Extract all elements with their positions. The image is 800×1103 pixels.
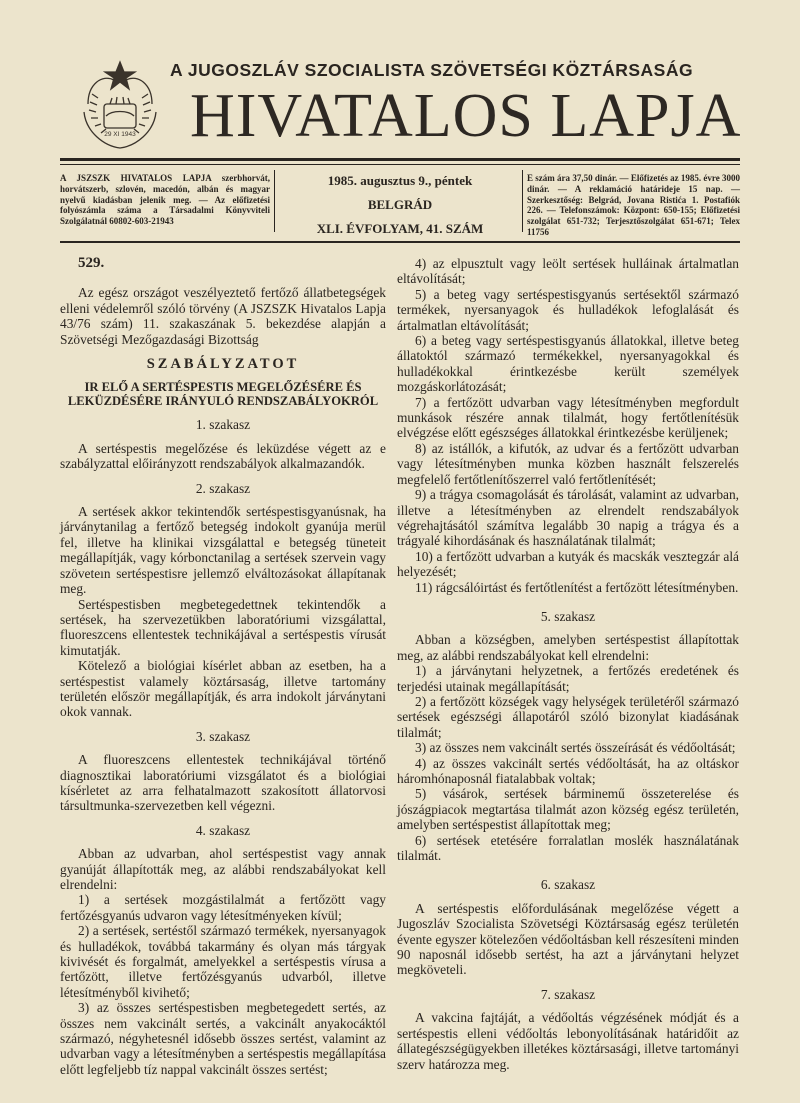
list-item: 10) a fertőzött udvarban a kutyák és macskák vesztegzár alá helyezését; bbox=[397, 548, 739, 580]
section-heading: 6. szakasz bbox=[540, 877, 596, 893]
intro-paragraph: Az egész országot veszélyeztető fertőző állatbetegségek elleni védelemről szóló törvény (A JSZSZK Hivatalos Lapja 43/76 szám) 11. szakaszának 5. bekezdése alapján a Szövetségi Mezőgazdasági Bizottság bbox=[60, 285, 386, 347]
list-item: 2) a sertések, sertéstől származó termékek, nyersanyagok és hulladékok, továbbá takarmány és olyan más tárgyak kivivését és forgalmát, amelyekkel a sertéspestis vírusa a fertőzött, illetve fertőzésgyanús udvarból, illetve létesítményből kivihető; bbox=[60, 923, 386, 1000]
coat-of-arms-icon bbox=[74, 54, 166, 154]
issue-place: BELGRÁD bbox=[367, 197, 433, 212]
publisher-supertitle: A JUGOSZLÁV SZOCIALISTA SZÖVETSÉGI KÖZTÁRSASÁG bbox=[170, 60, 694, 80]
issue-volume: XLI. ÉVFOLYAM, 41. SZÁM bbox=[316, 221, 484, 236]
section-heading: 5. szakasz bbox=[540, 608, 596, 624]
list-item: 5) vásárok, sertések bárminemű összeterelése és jószágpiacok megtartása tilalmát azon község egész területén, amelyben sertéspestist állapítottak meg; bbox=[397, 786, 739, 833]
issue-date: 1985. augusztus 9., péntek bbox=[327, 173, 473, 188]
list-item: 1) a járványtani helyzetnek, a fertőzés eredetének és terjedési utainak megállapítását; bbox=[397, 663, 739, 694]
right-column bbox=[397, 256, 739, 1072]
header-issue-info bbox=[280, 173, 520, 242]
section-heading: 1. szakasz bbox=[195, 417, 251, 433]
paragraph: Abban a községben, amelyben sertéspestist állapítottak meg, az alábbi rendszabályokat kell elrendelni: bbox=[397, 632, 739, 663]
section-heading: 4. szakasz bbox=[195, 822, 251, 838]
list-item: 6) a beteg vagy sertéspestisgyanús állatokkal, illetve beteg állatoktól származó termékekkel, nyersanyagokkal és hulladékokkal érintkezésbe került személyek mozgáskorlátozását; bbox=[397, 333, 739, 395]
list-item: 1) a sertések mozgástilalmát a fertőzött vagy fertőzésgyanús udvaron vagy létesítményeken kívül; bbox=[60, 892, 386, 923]
left-column bbox=[60, 256, 386, 1077]
paragraph: Abban az udvarban, ahol sertéspestist vagy annak gyanúját állapították meg, az alábbi rendszabályokat kell elrendelni: bbox=[60, 846, 386, 892]
list-item: 6) sertések etetésére forralatlan moslék használatának tilalmát. bbox=[397, 832, 739, 864]
section-heading: 2. szakasz bbox=[195, 480, 251, 496]
masthead-rule-thick bbox=[60, 158, 740, 161]
masthead-rule-thin bbox=[60, 164, 740, 165]
list-item: 8) az istállók, a kifutók, az udvar és a fertőzött udvarban vagy létesítményben munka közben használt felszerelés megfelelő fertőtlenítőszerrel való fertőtlenítését; bbox=[397, 440, 739, 487]
paragraph: A sertéspestis megelőzése és leküzdése végett az e szabályzattal előirányzott rendszabályok alkalmazandók. bbox=[60, 440, 386, 472]
document-title: SZABÁLYZATOT bbox=[146, 356, 300, 373]
list-item: 7) a fertőzött udvarban vagy létesítményben megfordult munkások részére annak tilalmát, hogy fertőtlenítésük elvégzése előtt egészséges állatokkal érintkezésbe kerüljenek; bbox=[397, 394, 739, 441]
list-item: 9) a trágya csomagolását és tárolását, valamint az udvarban, illetve a létesítményben az elrendelt rendszabályok végrehajtásától számítva legalább 30 napig a trágya és a trágyalé kihordásának és használatának tilalmát; bbox=[397, 487, 739, 549]
list-item: 3) az összes nem vakcinált sertés összeírását és védőoltását; bbox=[415, 740, 736, 756]
header-right-info: E szám ára 37,50 dinár. — Előfizetés az 1985. évre 3000 dinár. — A reklamáció határideje 15 nap. — Szerkesztőség: Belgrád, Jovana Ristića 1. Postafiók 226. — Telefonszámok: Központ: 650-155; Előfizetési szolgálat 651-732; Terjesztőszolgálat 651-671; Telex 11756 bbox=[527, 173, 740, 237]
section-heading: 7. szakasz bbox=[540, 986, 596, 1002]
header-left-info: A JSZSZK HIVATALOS LAPJA szerbhorvát, horvátszerb, szlovén, macedón, albán és magyar nyelvű kiadásban jelenik meg. — Az előfizetési folyószámla száma a Társadalmi Könyvviteli Szolgálatnál 60802-603-21943 bbox=[60, 173, 270, 227]
list-item: 4) az összes vakcinált sertés védőoltását, ha az oltáskor háromhónaposnál fiatalabbak voltak; bbox=[397, 755, 739, 786]
list-item: 3) az összes sertéspestisben megbetegedett sertés, az összes nem vakcinált sertés, a vakcinált anyakocáktól származó, négyhetesnél idősebb összes sertést, valamint az udvarban vagy a létesítményben a sertéspestis megállapítása előtt legfeljebb tíz nappal vakcinált összes sertést; bbox=[60, 1000, 386, 1077]
header-divider-left bbox=[274, 170, 275, 232]
paragraph: A sertések akkor tekintendők sertéspestisgyanúsnak, ha járványtanilag a fertőző betegség indokolt gyanúja merül fel, illetve ha klinikai vizsgálattal e betegség tüneteit megállapítják, vagy kórbonctanilag a sertések szervein vagy szöveteın sertéspestisre jellemző elváltozásokat állapítanak meg. bbox=[60, 504, 386, 597]
list-item: 2) a fertőzött községek vagy helységek területéről származó sertések egészségi állapotáról szóló bizonylat kiadásának tilalmát; bbox=[397, 693, 739, 740]
list-item: 11) rágcsálóirtást és fertőtlenítést a fertőzött létesítményben. bbox=[415, 579, 739, 595]
list-item: 5) a beteg vagy sertéspestisgyanús sertésektől származó termékek, nyersanyagok és hulladékok lefoglalását és ártalmatlan eltávolítását; bbox=[397, 286, 739, 333]
paragraph: Kötelező a biológiai kísérlet abban az esetben, ha a sertéspestist valamely köztársaság, illetve tartomány területén először megállapítják, és arra indokolt járványtani okok vannak. bbox=[60, 658, 386, 720]
paragraph: A vakcina fajtáját, a védőoltás végzésének módját és a sertéspestis elleni védőoltás lebonyolításának határidőit az állategészségügyekben illetékes köztársasági, illetve tartományi szerv határozza meg. bbox=[397, 1010, 739, 1072]
section-heading: 3. szakasz bbox=[195, 728, 251, 744]
emblem-date-text: 29 XI 1943 bbox=[104, 131, 136, 138]
paragraph: A fluoreszcens ellentestek technikájával történő diagnosztikai laboratóriumi vizsgálatot és a biológiai kísérletet az arra felhatalmazott szakosított állatorvosi társultmunka-szervezetben kell végezni. bbox=[60, 752, 386, 814]
paragraph: Sertéspestisben megbetegedettnek tekintendők a sertések, ha szervezetükben laboratóriumi vizsgálattal, fluoreszcens ellentestek technikájával a sertéspestis vírusát kimutatják. bbox=[60, 596, 386, 658]
gazette-title: HIVATALOS LAPJA bbox=[190, 82, 742, 150]
list-item: 4) az elpusztult vagy leölt sertések hulláinak ártalmatlan eltávolítását; bbox=[397, 256, 739, 287]
document-subtitle: IR ELŐ A SERTÉSPESTIS MEGELŐZÉSÉRE ÉS LEKÜZDÉSÉRE IRÁNYULÓ RENDSZABÁLYOKRÓL bbox=[67, 380, 379, 409]
header-divider-right bbox=[522, 170, 523, 232]
paragraph: A sertéspestis előfordulásának megelőzése végett a Jugoszláv Szocialista Szövetségi Köztársaság egész területén évente egyszer kötelezően védőoltásban kell részesíteni minden 90 naposnál idősebb sertést, ha azt a járványtani helyzet megköveteli. bbox=[397, 900, 739, 978]
decree-number: 529. bbox=[78, 255, 105, 271]
header-bottom-rule bbox=[60, 241, 740, 243]
